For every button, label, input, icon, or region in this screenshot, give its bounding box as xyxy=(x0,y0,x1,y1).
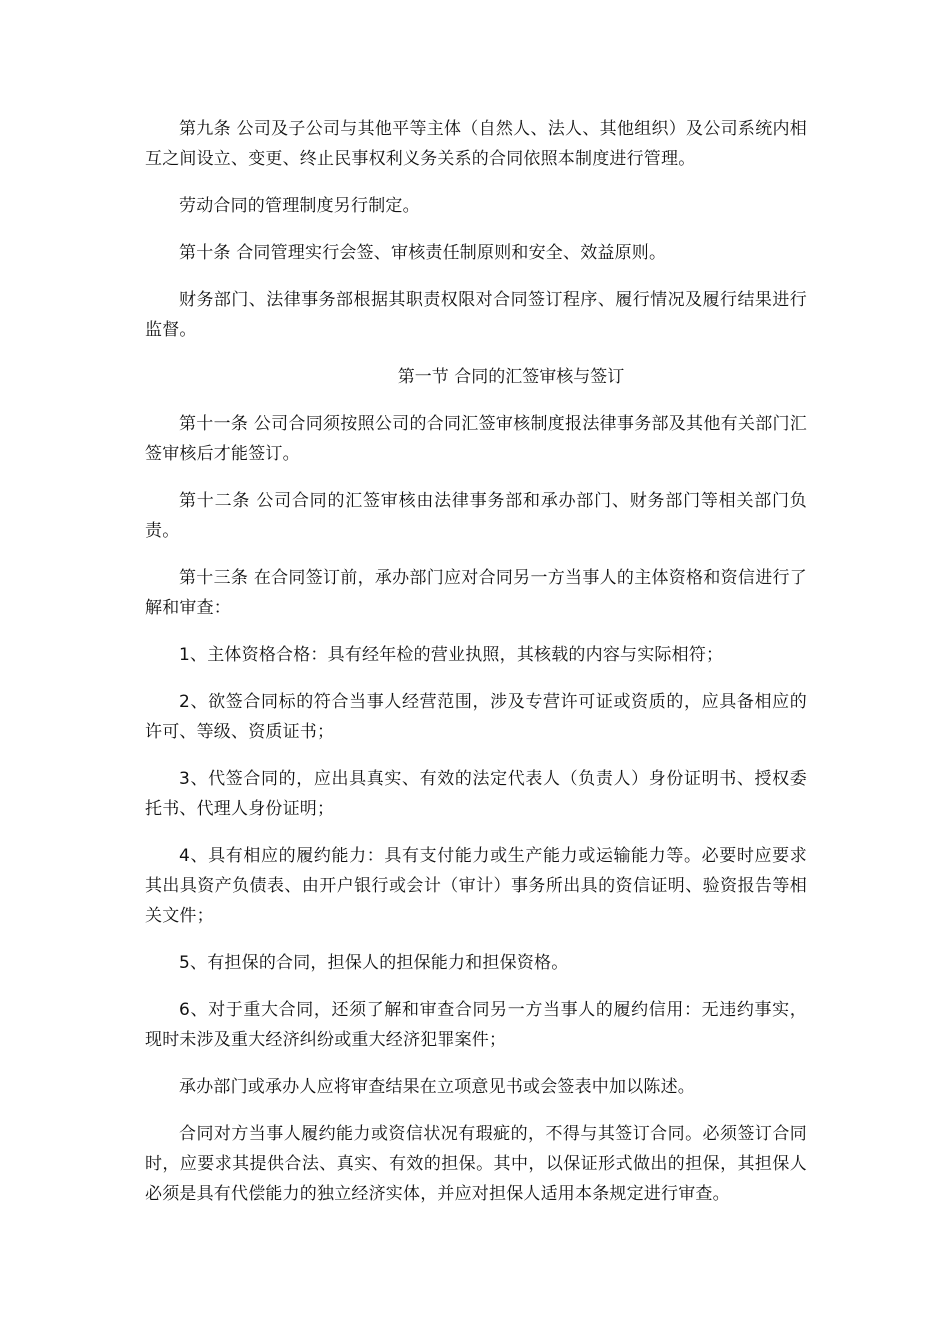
list-item-2: 2、欲签合同标的符合当事人经营范围，涉及专营许可证或资质的，应具备相应的许可、等级、资质证书； xyxy=(145,692,807,742)
list-item-1: 1、主体资格合格：具有经年检的营业执照，其核载的内容与实际相符； xyxy=(179,645,724,665)
paragraph-article-10: 第十条 合同管理实行会签、审核责任制原则和安全、效益原则。 xyxy=(179,243,667,263)
paragraph-article-11: 第十一条 公司合同须按照公司的合同汇签审核制度报法律事务部及其他有关部门汇签审核后才能签订。 xyxy=(145,414,807,464)
list-item-3: 3、代签合同的，应出具真实、有效的法定代表人（负责人）身份证明书、授权委托书、代理人身份证明； xyxy=(145,769,807,819)
paragraph-review-result: 承办部门或承办人应将审查结果在立项意见书或会签表中加以陈述。 xyxy=(179,1077,695,1097)
list-item-5: 5、有担保的合同，担保人的担保能力和担保资格。 xyxy=(179,953,569,973)
paragraph-article-12: 第十二条 公司合同的汇签审核由法律事务部和承办部门、财务部门等相关部门负责。 xyxy=(145,491,807,541)
section-heading: 第一节 合同的汇签审核与签订 xyxy=(397,367,625,387)
document-body xyxy=(145,114,807,1226)
paragraph-article-9: 第九条 公司及子公司与其他平等主体（自然人、法人、其他组织）及公司系统内相互之间设立、变更、终止民事权利义务关系的合同依照本制度进行管理。 xyxy=(145,119,807,169)
list-item-6: 6、对于重大合同，还须了解和审查合同另一方当事人的履约信用：无违约事实，现时未涉及重大经济纠纷或重大经济犯罪案件； xyxy=(145,1000,807,1050)
list-item-4: 4、具有相应的履约能力：具有支付能力或生产能力或运输能力等。必要时应要求其出具资产负债表、由开户银行或会计（审计）事务所出具的资信证明、验资报告等相关文件； xyxy=(145,846,807,926)
paragraph-labor-contract: 劳动合同的管理制度另行制定。 xyxy=(179,196,420,216)
paragraph-supervision: 财务部门、法律事务部根据其职责权限对合同签订程序、履行情况及履行结果进行监督。 xyxy=(145,290,807,340)
paragraph-guarantee: 合同对方当事人履约能力或资信状况有瑕疵的，不得与其签订合同。必须签订合同时，应要求其提供合法、真实、有效的担保。其中，以保证形式做出的担保，其担保人必须是具有代偿能力的独立经济实体，并应对担保人适用本条规定进行审查。 xyxy=(145,1124,807,1204)
paragraph-article-13: 第十三条 在合同签订前，承办部门应对合同另一方当事人的主体资格和资信进行了解和审查： xyxy=(145,568,807,618)
